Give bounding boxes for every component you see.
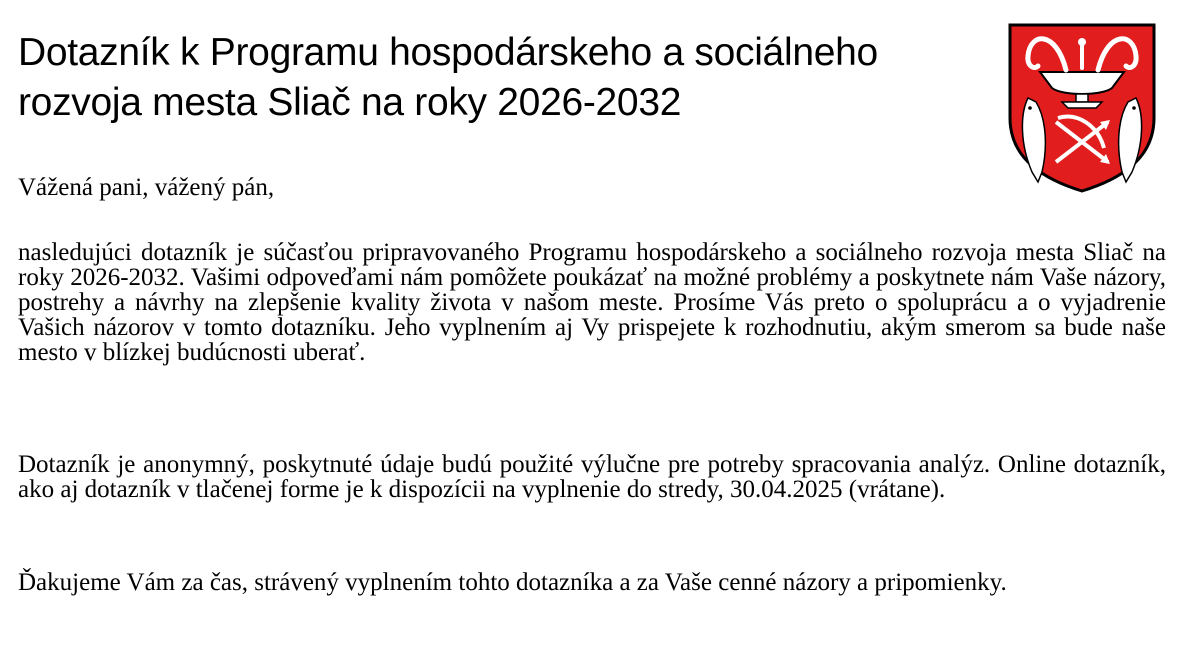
paragraph-anonymity: Dotazník je anonymný, poskytnuté údaje budú použité výlučne pre potreby spracovania analýz. Online dotazník, ako aj dotazník v tlačenej forme je k dispozícii na vyplnenie do stredy, 30.04.2025 (vrátane). [18, 451, 1166, 503]
coat-of-arms-sliac-icon [1006, 22, 1158, 194]
crest-basin-foot [1062, 102, 1102, 108]
paragraph-intro: nasledujúci dotazník je súčasťou pripravovaného Programu hospodárskeho a sociálneho rozvoja mesta Sliač na roky 2026-2032. Vašimi odpoveďami nám pomôžete poukázať na možné problémy a poskytnete nám Vaše názory, postrehy a návrhy na zlepšenie kvality života v našom meste. Prosíme Vás preto o spoluprácu a o vyjadrenie Vašich názorov v tomto dotazníku. Jeho vyplnením aj Vy prispejete k rozhodnutiu, akým smerom sa bude naše mesto v blízkej budúcnosti uberať. [18, 239, 1166, 366]
document-title: Dotazník k Programu hospodárskeho a sociálneho rozvoja mesta Sliač na roky 2026-2032 [18, 31, 878, 124]
crest-basin-stem [1076, 94, 1088, 102]
paragraph-thanks: Ďakujeme Vám za čas, strávený vyplnením tohto dotazníka a za Vaše cenné názory a pripomienky. [18, 569, 1007, 596]
salutation: Vážená pani, vážený pán, [18, 174, 275, 201]
